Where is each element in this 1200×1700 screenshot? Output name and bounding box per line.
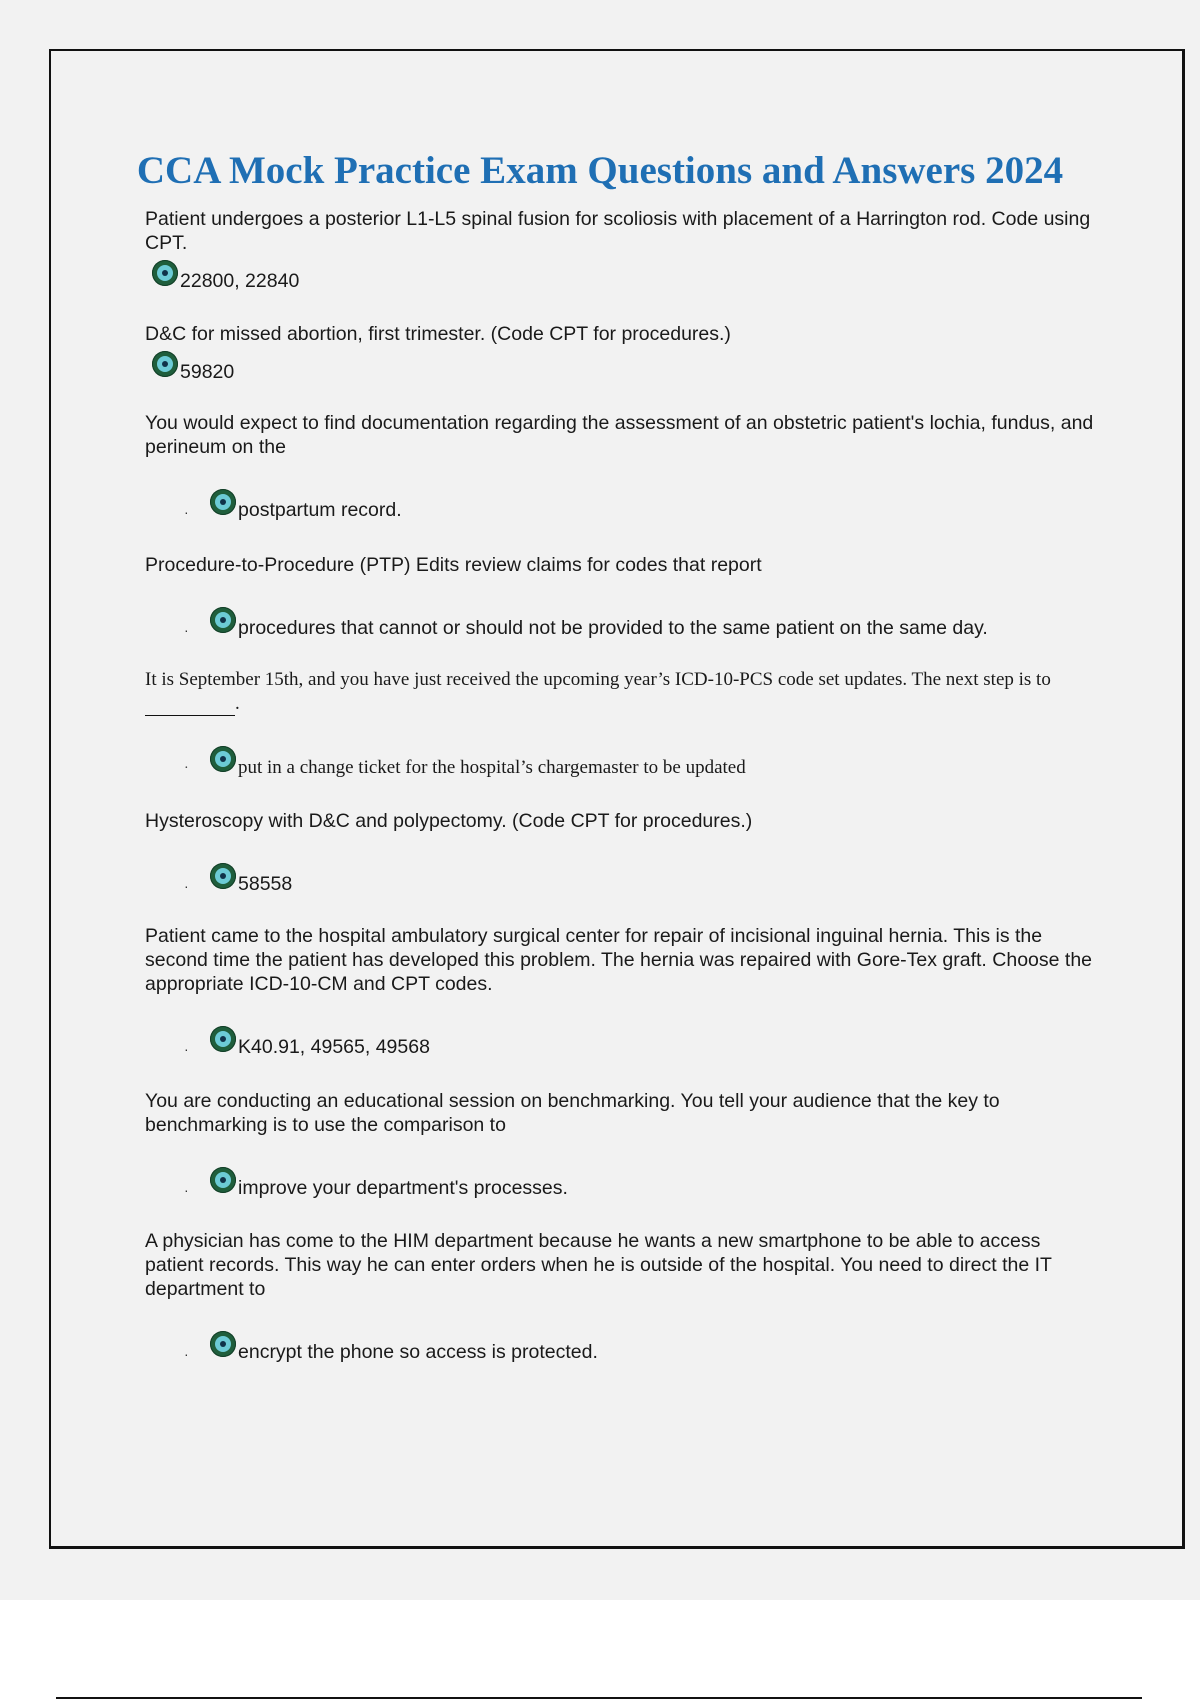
answer-text: improve your department's processes.	[238, 1177, 568, 1199]
qa-item-7	[145, 924, 1095, 1059]
question-text: Procedure-to-Procedure (PTP) Edits review claims for codes that report	[145, 554, 762, 576]
question-body: It is September 15th, and you have just received the upcoming year’s ICD-10-PCS code set updates. The next step is to	[145, 669, 1051, 690]
answer-row	[184, 1033, 1095, 1059]
page-title: CCA Mock Practice Exam Questions and Answers 2024	[136, 149, 1064, 192]
question-text: Hysteroscopy with D&C and polypectomy. (Code CPT for procedures.)	[145, 810, 753, 832]
answer-text: put in a change ticket for the hospital’s chargemaster to be updated	[238, 757, 746, 778]
bullet: ·	[184, 1041, 189, 1057]
question-text: D&C for missed abortion, first trimester. (Code CPT for procedures.)	[145, 323, 731, 345]
eye-icon	[210, 863, 236, 889]
eye-icon	[152, 260, 178, 286]
question-text: Patient undergoes a posterior L1-L5 spinal fusion for scoliosis with placement of a Harrington rod. Code using CPT.	[145, 208, 1091, 254]
bullet: ·	[184, 1346, 189, 1362]
answer-text: procedures that cannot or should not be provided to the same patient on the same day.	[238, 617, 988, 639]
fill-in-blank	[145, 697, 235, 716]
bullet: ·	[184, 761, 189, 776]
qa-item-9	[145, 1229, 1095, 1364]
eye-icon	[210, 1167, 236, 1193]
answer-row	[184, 870, 1095, 896]
answer-text: 59820	[180, 361, 235, 383]
eye-icon	[210, 607, 236, 633]
footer-rule	[56, 1697, 1142, 1699]
eye-icon	[210, 1331, 236, 1357]
answer-text: postpartum record.	[238, 499, 402, 521]
answer-row	[184, 753, 1095, 779]
eye-icon	[210, 489, 236, 515]
qa-item-3	[145, 411, 1095, 522]
answer-text: encrypt the phone so access is protected.	[238, 1341, 598, 1363]
answer-text: 58558	[238, 873, 293, 895]
qa-item-2	[145, 322, 1095, 384]
question-text: Patient came to the hospital ambulatory surgical center for repair of incisional inguinal hernia. This is the second time the patient has developed this problem. The hernia was repaired with Gore-Tex graft. Choose the appropriate ICD-10-CM and CPT codes.	[145, 925, 1093, 995]
bullet: ·	[184, 622, 189, 638]
answer-row	[152, 358, 1095, 384]
answer-text: K40.91, 49565, 49568	[238, 1036, 430, 1058]
bullet: ·	[184, 878, 189, 894]
answer-row	[152, 267, 1095, 293]
question-text	[145, 668, 1095, 716]
question-text: You would expect to find documentation regarding the assessment of an obstetric patient's lochia, fundus, and perineum on the	[145, 412, 1094, 458]
eye-icon	[210, 1026, 236, 1052]
qa-item-5	[145, 668, 1095, 779]
question-text: A physician has come to the HIM department because he wants a new smartphone to be able to access patient records. This way he can enter orders when he is outside of the hospital. You need to direct the IT department to	[145, 1230, 1052, 1300]
bullet: ·	[184, 1182, 189, 1198]
qa-item-8	[145, 1089, 1095, 1200]
eye-icon	[152, 351, 178, 377]
answer-row	[184, 496, 1095, 522]
qa-item-4	[145, 553, 1095, 640]
question-end: .	[235, 693, 240, 714]
answer-row	[184, 1174, 1095, 1200]
answer-row	[184, 1338, 1095, 1364]
answer-row	[184, 614, 1095, 640]
eye-icon	[210, 746, 236, 772]
answer-text: 22800, 22840	[180, 270, 300, 292]
question-text: You are conducting an educational session on benchmarking. You tell your audience that the key to benchmarking is to use the comparison to	[145, 1090, 1000, 1136]
qa-item-1	[145, 207, 1095, 293]
bullet: ·	[184, 504, 189, 520]
qa-item-6	[145, 809, 1095, 896]
